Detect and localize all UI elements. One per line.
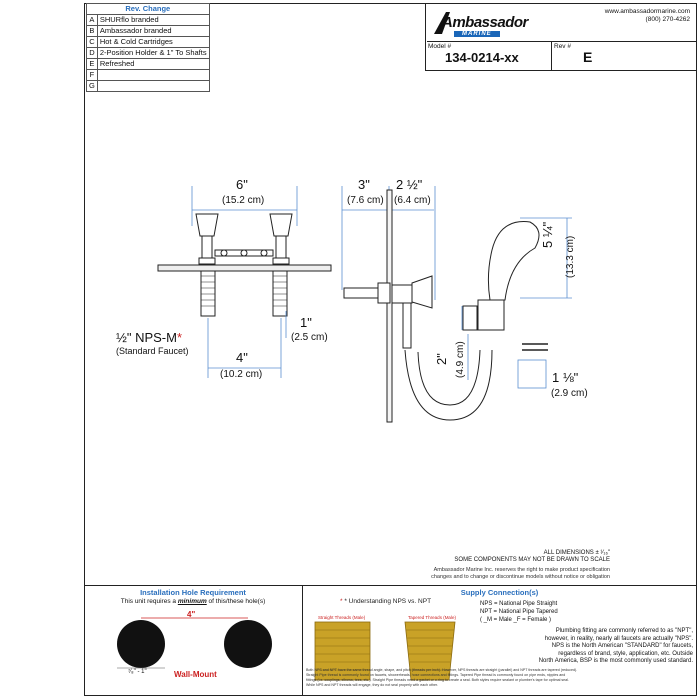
side-view-faucet: [344, 190, 432, 422]
dim-4in: 4": [236, 350, 248, 365]
rev-text: Ambassador branded: [97, 26, 209, 37]
dim-1in-cm: (2.5 cm): [291, 332, 328, 343]
dim-1-125in-cm: (2.9 cm): [551, 388, 588, 399]
nps-def: NPS = National Pipe Straight: [480, 601, 558, 607]
rev-letter: F: [87, 70, 98, 81]
rev-letter: D: [87, 48, 98, 59]
model-label: Model #: [428, 43, 452, 50]
rev-letter: E: [87, 59, 98, 70]
fine-line: Both NPS and NPT have the same thread angle, shape, and pitch (threads per inch). However, NPS threads are straight (parallel) and NPT threads are tapered (reduced).: [306, 668, 578, 672]
supply-title: Supply Connection(s): [460, 588, 539, 597]
dim-6in-cm: (15.2 cm): [222, 195, 265, 206]
para-line: NPS is the North American "STANDARD" for faucets,: [551, 643, 693, 650]
nps-sub: (Standard Faucet): [116, 346, 189, 356]
rev-text: Refreshed: [97, 59, 209, 70]
rev-letter: G: [87, 81, 98, 92]
rev-text: Hot & Cold Cartridges: [97, 37, 209, 48]
rev-text: 2-Position Holder & 1" To Shafts: [97, 48, 209, 59]
logo-main-text: Ambassador: [442, 14, 528, 31]
dim-4in-cm: (10.2 cm): [220, 369, 263, 380]
model-number: 134-0214-xx: [445, 50, 519, 65]
website-text[interactable]: www.ambassadormarine.com: [604, 8, 690, 15]
fine-line: fittings (i.e. couplings, elbows, tees, etc.). Straight Pipe threads need a gasket or o-ring to create a seal. Both styles require sealant or plumber's tape for optimal seal.: [306, 678, 569, 682]
rev-letter: B: [87, 26, 98, 37]
para-line: Plumbing fitting are commonly referred to as "NPT",: [555, 628, 693, 634]
dim-1-125in: 1 ⅛": [552, 370, 579, 385]
hole-spacing: 4": [187, 610, 196, 619]
hole-size: ⁷⁄₈" - 1": [128, 669, 147, 675]
install-subtitle: [84, 598, 302, 605]
understanding-text: * Understanding NPS vs. NPT: [344, 598, 432, 605]
npt-def: NPT = National Pipe Tapered: [480, 609, 558, 615]
rev-number: E: [583, 49, 593, 65]
rights-note: [420, 567, 610, 581]
nps-star: *: [176, 330, 183, 345]
dim-5-25in: 5 ¼": [540, 221, 555, 248]
fine-line: While NPS and NPT threads will engage, they do not seal properly with each other.: [306, 683, 438, 687]
para-line: North America, BSP is the most commonly used standard.: [538, 658, 693, 665]
rev-text: SHURflo branded: [97, 15, 209, 26]
dim-2in-cm: (4.9 cm): [455, 341, 466, 378]
revision-header: Rev. Change: [87, 4, 210, 15]
rev-letter: C: [87, 37, 98, 48]
definitions: [480, 600, 600, 624]
dim-2-5in: 2 ½": [396, 177, 423, 192]
nps-label-text: ½" NPS-M: [116, 330, 177, 345]
mount-type: Wall-Mount: [174, 670, 217, 679]
bottom-divider: [302, 585, 303, 696]
install-title: Installation Hole Requirement: [140, 588, 246, 597]
tapered-label: Tapered Threads (Male): [408, 615, 456, 620]
dimension-notes: [430, 550, 610, 564]
para-line: regardless of brand, style, application, etc. Outside: [558, 650, 693, 657]
dim-3in-cm: (7.6 cm): [347, 195, 384, 206]
not-scale-note: SOME COMPONENTS MAY NOT BE DRAWN TO SCALE: [454, 557, 610, 563]
install-sub-post: of this/these hole(s): [206, 598, 266, 605]
install-sub-pre: This unit requires a: [120, 598, 178, 605]
dim-1in: 1": [300, 315, 312, 330]
rev-letter: A: [87, 15, 98, 26]
install-sub-em: minimum: [177, 598, 207, 605]
rev-label: Rev #: [554, 43, 571, 50]
mf-def: ( _M = Male _F = Female ): [480, 617, 552, 623]
hand-spray: [405, 222, 548, 420]
para-line: however, in reality, nearly all faucets are actually "NPS".: [544, 635, 693, 642]
fine-line: Straight Pipe thread is commonly found on faucets, showerheads, hose connections and fittings. Tapered Pipe thread is commonly found on pipe ends, nipples and: [306, 673, 566, 677]
dim-3in: 3": [358, 177, 370, 192]
rights-line-2: changes and to change or discontinue models without notice or obligation: [431, 574, 610, 580]
logo-sub-text: MARINE: [454, 31, 500, 37]
rights-line-1: Ambassador Marine Inc. reserves the right to make product specification: [433, 567, 610, 573]
dim-5-25in-cm: (13.3 cm): [565, 235, 576, 278]
dim-2in: 2": [434, 353, 449, 365]
all-dims-note: ALL DIMENSIONS ± ¹⁄₁₆": [543, 550, 610, 556]
fine-print: [306, 668, 694, 688]
dim-2-5in-cm: (6.4 cm): [394, 195, 431, 206]
nps-npt-heading: * * Understanding NPS vs. NPT: [340, 598, 432, 605]
front-view-faucet: [158, 214, 331, 316]
dim-6in: 6": [236, 177, 248, 192]
phone-text: (800) 270-4262: [645, 16, 690, 23]
nps-label: [116, 330, 182, 345]
supply-paragraph: [455, 628, 693, 666]
straight-label: Straight Threads (Male): [318, 615, 366, 620]
